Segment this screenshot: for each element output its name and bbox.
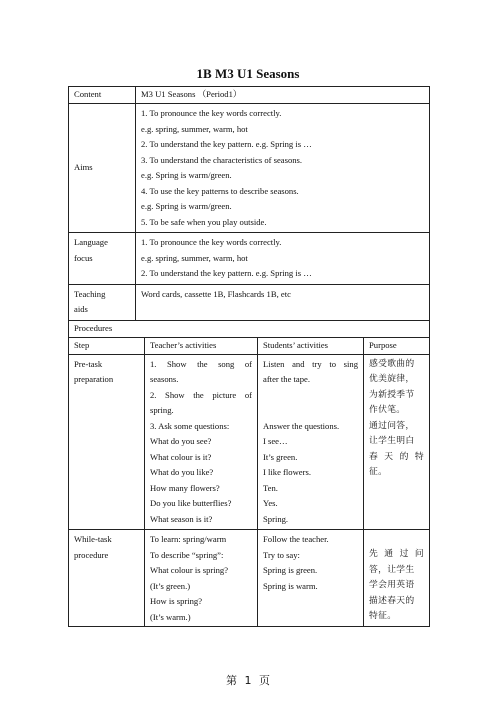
teacher-line: Do you like butterflies? xyxy=(150,498,232,508)
purpose-line: 通过问答， xyxy=(369,420,415,431)
teaching-aids-value: Word cards, cassette 1B, Flashcards 1B, etc xyxy=(136,284,430,320)
students-activities-cell xyxy=(258,354,364,530)
purpose-line: 先通过问 xyxy=(369,549,424,559)
step-label-line: preparation xyxy=(74,374,114,384)
teacher-line: How many flowers? xyxy=(150,482,220,493)
purpose-line: 征。 xyxy=(369,467,388,477)
teaching-aids-label-line: aids xyxy=(74,304,88,314)
pre-task-row xyxy=(69,354,430,530)
students-line: Spring. xyxy=(263,513,289,524)
students-line: Try to say: xyxy=(263,549,300,560)
language-focus-list xyxy=(136,233,430,285)
content-label: Content xyxy=(69,87,136,104)
procedures-label: Procedures xyxy=(69,320,430,337)
step-label-line: procedure xyxy=(74,549,109,560)
teacher-line: (It’s warm.) xyxy=(150,611,191,622)
teacher-line: 1. Show the song of xyxy=(150,358,252,369)
teacher-line: To describe “spring”: xyxy=(150,549,224,560)
students-line: Follow the teacher. xyxy=(263,534,329,544)
language-focus-row xyxy=(69,233,430,285)
lesson-plan-table xyxy=(68,86,430,627)
students-line: Ten. xyxy=(263,482,278,493)
procedures-header-row xyxy=(69,337,430,354)
purpose-cell xyxy=(364,354,430,530)
aims-item: e.g. Spring is warm/green. xyxy=(141,170,232,180)
students-line xyxy=(263,388,358,404)
step-label-line: While-task xyxy=(74,534,112,544)
language-focus-item: 2. To understand the key pattern. e.g. Spring is … xyxy=(141,268,312,278)
header-teacher: Teacher’s activities xyxy=(145,337,258,354)
purpose-line: 春天的特 xyxy=(369,451,424,462)
purpose-line: 让学生明白 xyxy=(369,436,415,446)
procedures-row xyxy=(69,320,430,337)
content-value: M3 U1 Seasons （Period1） xyxy=(136,87,430,104)
teacher-line: What colour is it? xyxy=(150,451,212,462)
while-task-row xyxy=(69,530,430,627)
aims-item: 4. To use the key patterns to describe seasons. xyxy=(141,185,299,196)
purpose-line: 优美旋律， xyxy=(369,374,415,384)
students-line: after the tape. xyxy=(263,374,310,384)
aims-item: 5. To be safe when you play outside. xyxy=(141,216,267,227)
teacher-line: spring. xyxy=(150,405,174,415)
aims-item: e.g. spring, summer, warm, hot xyxy=(141,123,248,134)
step-label-line: Pre-task xyxy=(74,358,103,369)
purpose-line: 特征。 xyxy=(369,611,397,621)
aims-row xyxy=(69,104,430,233)
students-line: It’s green. xyxy=(263,451,298,462)
students-line: Yes. xyxy=(263,498,278,508)
teacher-line: seasons. xyxy=(150,374,179,384)
students-line: Spring is warm. xyxy=(263,580,318,591)
language-focus-item: 1. To pronounce the key words correctly. xyxy=(141,237,282,247)
aims-item: e.g. Spring is warm/green. xyxy=(141,201,232,211)
teacher-line: 3. Ask some questions: xyxy=(150,420,230,431)
aims-label: Aims xyxy=(69,104,136,233)
language-focus-item: e.g. spring, summer, warm, hot xyxy=(141,252,248,263)
students-line: Spring is green. xyxy=(263,565,318,575)
teaching-aids-row xyxy=(69,284,430,320)
aims-item: 2. To understand the key pattern. e.g. Spring is … xyxy=(141,139,312,149)
students-line xyxy=(263,403,358,419)
purpose-line: 作伏笔。 xyxy=(369,405,406,415)
header-step: Step xyxy=(69,337,145,354)
teacher-line: What colour is spring? xyxy=(150,565,229,575)
teacher-line: What do you see? xyxy=(150,436,212,446)
students-line: I see… xyxy=(263,436,288,446)
aims-item: 3. To understand the characteristics of seasons. xyxy=(141,154,303,165)
teaching-aids-label xyxy=(69,284,136,320)
teacher-line: (It’s green.) xyxy=(150,580,191,591)
step-cell xyxy=(69,530,145,627)
document-title: 1B M3 U1 Seasons xyxy=(196,66,300,81)
step-cell xyxy=(69,354,145,530)
teacher-line: How is spring? xyxy=(150,596,203,606)
content-row xyxy=(69,87,430,104)
page-number: 第 1 页 xyxy=(226,674,270,687)
header-students: Students’ activities xyxy=(258,337,364,354)
purpose-line: 学会用英语 xyxy=(369,580,415,590)
students-line: Answer the questions. xyxy=(263,420,340,431)
teacher-activities-cell xyxy=(145,530,258,627)
header-purpose: Purpose xyxy=(364,337,430,354)
purpose-line: 为新授季节 xyxy=(369,389,415,400)
aims-item: 1. To pronounce the key words correctly. xyxy=(141,108,282,118)
purpose-cell xyxy=(364,530,430,627)
teacher-line: 2. Show the picture of xyxy=(150,389,252,400)
students-line: I like flowers. xyxy=(263,467,311,477)
students-activities-cell xyxy=(258,530,364,627)
purpose-line: 答，让学生 xyxy=(369,564,415,575)
aims-list xyxy=(136,104,430,233)
language-focus-label-line: Language xyxy=(74,237,108,247)
teacher-line: To learn: spring/warm xyxy=(150,534,227,544)
teaching-aids-label-line: Teaching xyxy=(74,288,106,299)
language-focus-label xyxy=(69,233,136,285)
teacher-line: What do you like? xyxy=(150,467,214,477)
language-focus-label-line: focus xyxy=(74,252,93,263)
teacher-activities-cell xyxy=(145,354,258,530)
students-line: Listen and try to sing xyxy=(263,358,358,369)
purpose-line: 描述春天的 xyxy=(369,595,415,606)
purpose-line: 感受歌曲的 xyxy=(369,358,415,369)
teacher-line: What season is it? xyxy=(150,513,213,524)
